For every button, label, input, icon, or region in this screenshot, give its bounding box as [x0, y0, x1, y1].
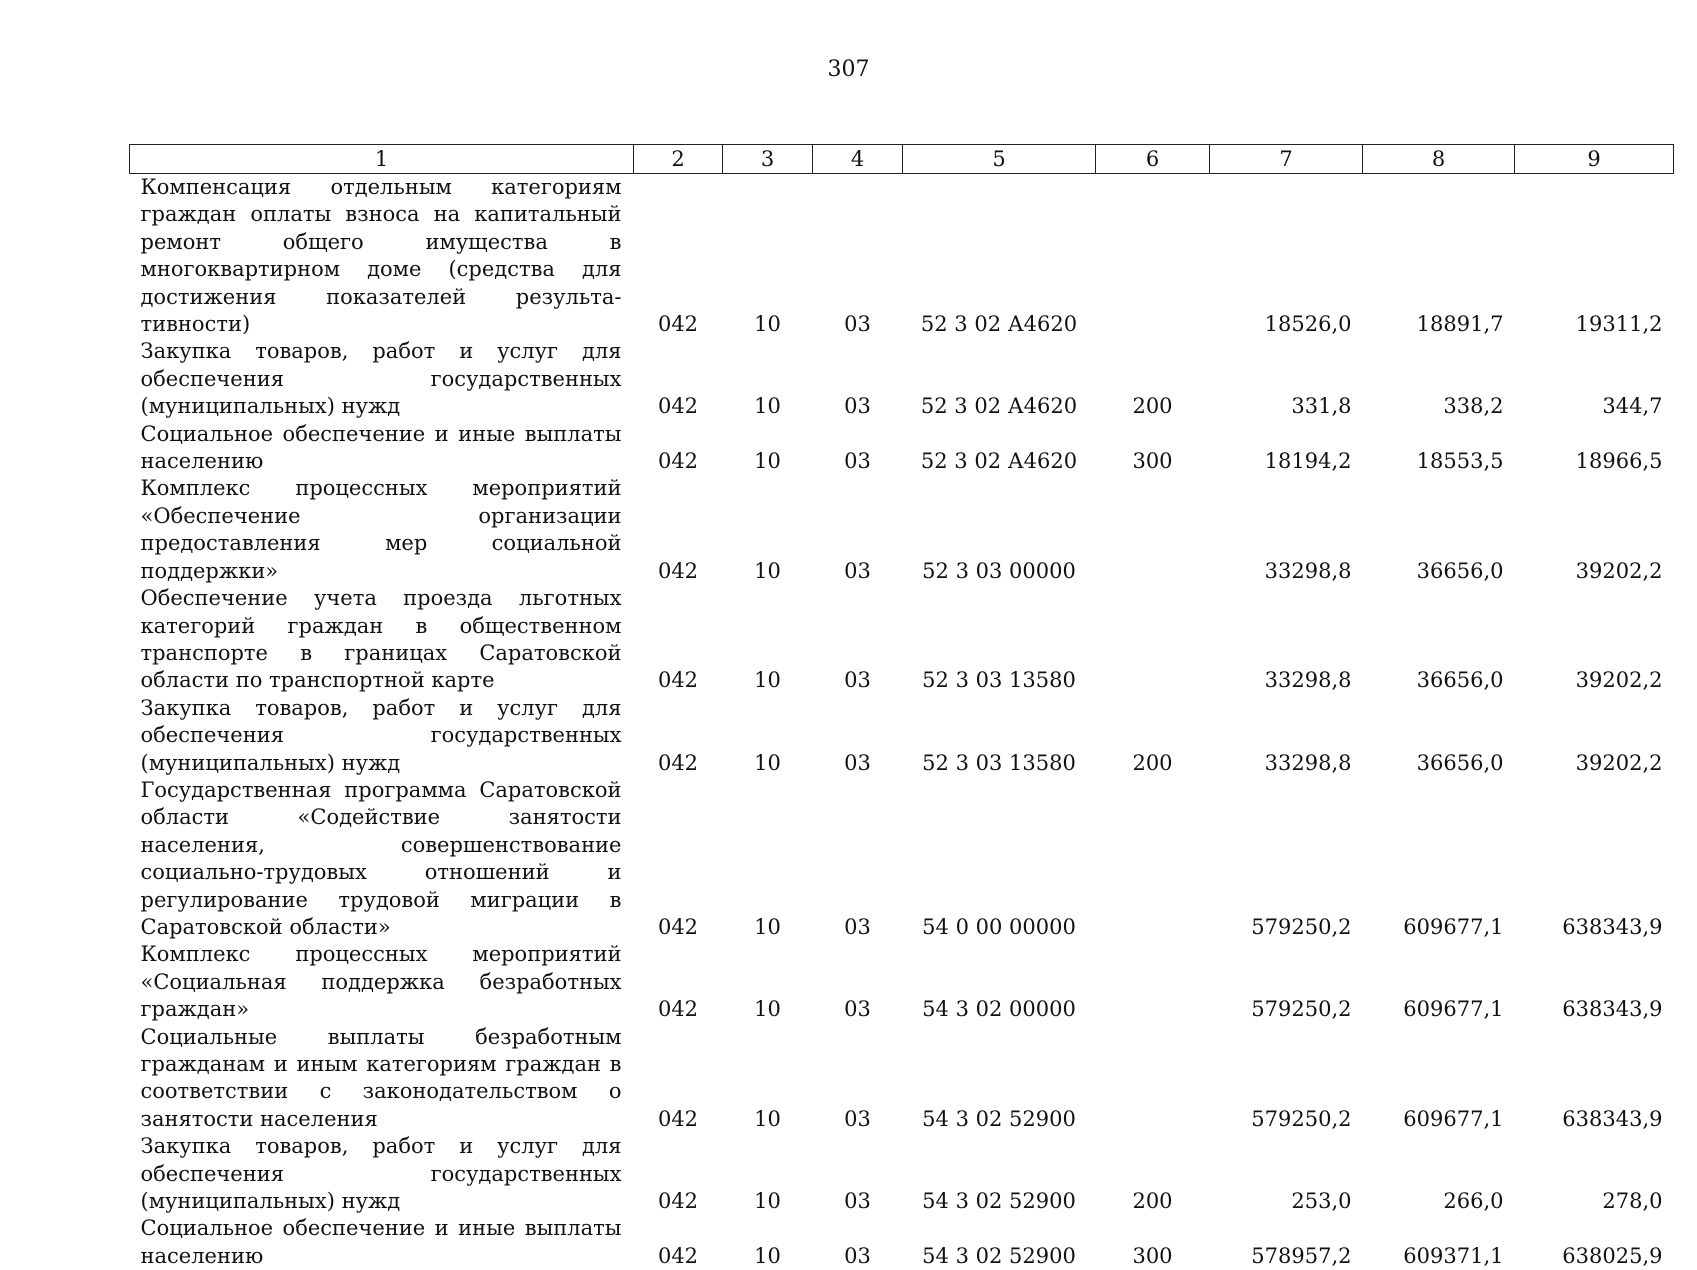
row-expense-type	[1096, 1024, 1210, 1134]
table-row	[130, 777, 1674, 941]
row-section-code: 10	[723, 421, 813, 476]
row-amount-year-2: 609677,1	[1363, 941, 1515, 1023]
row-subsection-code: 03	[813, 421, 903, 476]
table-body	[130, 174, 1674, 1270]
row-amount-year-1: 33298,8	[1210, 695, 1363, 777]
table-row	[130, 174, 1674, 339]
table-row	[130, 421, 1674, 476]
row-section-code: 10	[723, 174, 813, 339]
row-amount-year-3: 18966,5	[1515, 421, 1674, 476]
row-subsection-code: 03	[813, 338, 903, 420]
row-amount-year-3: 638025,9	[1515, 1215, 1674, 1270]
row-amount-year-2: 36656,0	[1363, 475, 1515, 585]
table-row	[130, 585, 1674, 695]
row-section-code: 10	[723, 695, 813, 777]
header-col-4: 4	[813, 145, 903, 174]
row-amount-year-3: 39202,2	[1515, 695, 1674, 777]
row-ministry-code: 042	[634, 475, 723, 585]
row-expense-type: 300	[1096, 421, 1210, 476]
table-row	[130, 475, 1674, 585]
row-expense-type: 200	[1096, 338, 1210, 420]
row-expense-type: 200	[1096, 695, 1210, 777]
header-col-7: 7	[1210, 145, 1363, 174]
header-col-6: 6	[1096, 145, 1210, 174]
row-amount-year-2: 266,0	[1363, 1133, 1515, 1215]
row-amount-year-2: 609677,1	[1363, 777, 1515, 941]
header-col-3: 3	[723, 145, 813, 174]
row-section-code: 10	[723, 1024, 813, 1134]
budget-table	[129, 144, 1674, 1270]
header-col-9: 9	[1515, 145, 1674, 174]
row-target-article: 52 3 02 А4620	[903, 338, 1096, 420]
row-name: Комплекс процессных мероприятий «Обеспечение организации предоставления мер социальной поддержки»	[130, 475, 634, 585]
row-ministry-code: 042	[634, 421, 723, 476]
table-row	[130, 1133, 1674, 1215]
table-row	[130, 1024, 1674, 1134]
header-col-2: 2	[634, 145, 723, 174]
row-expense-type: 200	[1096, 1133, 1210, 1215]
table-row	[130, 1215, 1674, 1270]
row-amount-year-1: 253,0	[1210, 1133, 1363, 1215]
row-amount-year-3: 638343,9	[1515, 777, 1674, 941]
row-target-article: 52 3 03 00000	[903, 475, 1096, 585]
row-amount-year-3: 39202,2	[1515, 475, 1674, 585]
row-section-code: 10	[723, 338, 813, 420]
row-amount-year-2: 36656,0	[1363, 585, 1515, 695]
row-expense-type	[1096, 174, 1210, 339]
row-ministry-code: 042	[634, 941, 723, 1023]
row-name: Закупка товаров, работ и услуг для обеспечения государственных (муниципальных) нужд	[130, 1133, 634, 1215]
row-amount-year-1: 578957,2	[1210, 1215, 1363, 1270]
row-subsection-code: 03	[813, 941, 903, 1023]
row-ministry-code: 042	[634, 585, 723, 695]
header-row	[130, 145, 1674, 174]
row-ministry-code: 042	[634, 1215, 723, 1270]
row-subsection-code: 03	[813, 1024, 903, 1134]
row-amount-year-1: 33298,8	[1210, 475, 1363, 585]
row-amount-year-3: 39202,2	[1515, 585, 1674, 695]
row-target-article: 54 3 02 52900	[903, 1133, 1096, 1215]
row-subsection-code: 03	[813, 777, 903, 941]
row-ministry-code: 042	[634, 174, 723, 339]
row-amount-year-3: 638343,9	[1515, 1024, 1674, 1134]
row-amount-year-2: 36656,0	[1363, 695, 1515, 777]
row-amount-year-1: 579250,2	[1210, 941, 1363, 1023]
row-amount-year-2: 609371,1	[1363, 1215, 1515, 1270]
row-amount-year-3: 344,7	[1515, 338, 1674, 420]
row-subsection-code: 03	[813, 1215, 903, 1270]
row-subsection-code: 03	[813, 585, 903, 695]
row-target-article: 54 0 00 00000	[903, 777, 1096, 941]
row-section-code: 10	[723, 777, 813, 941]
row-target-article: 52 3 02 А4620	[903, 421, 1096, 476]
header-col-8: 8	[1363, 145, 1515, 174]
row-subsection-code: 03	[813, 475, 903, 585]
row-name: Компенсация отдельным категориям граждан оплаты взноса на капитальный ремонт общего имущества в многоквартирном доме (средства для достижения показателей результативности)	[130, 174, 634, 339]
table-row	[130, 338, 1674, 420]
row-ministry-code: 042	[634, 777, 723, 941]
row-target-article: 52 3 03 13580	[903, 585, 1096, 695]
row-section-code: 10	[723, 1215, 813, 1270]
page-number: 307	[0, 56, 1697, 84]
table-row	[130, 941, 1674, 1023]
row-name: Социальное обеспечение и иные выплаты населению	[130, 1215, 634, 1270]
row-subsection-code: 03	[813, 174, 903, 339]
row-amount-year-1: 33298,8	[1210, 585, 1363, 695]
row-section-code: 10	[723, 475, 813, 585]
row-target-article: 52 3 02 А4620	[903, 174, 1096, 339]
header-col-5: 5	[903, 145, 1096, 174]
row-subsection-code: 03	[813, 695, 903, 777]
row-name: Комплекс процессных мероприятий «Социальная поддержка безработных граждан»	[130, 941, 634, 1023]
row-ministry-code: 042	[634, 338, 723, 420]
table-row	[130, 695, 1674, 777]
row-amount-year-3: 278,0	[1515, 1133, 1674, 1215]
row-section-code: 10	[723, 941, 813, 1023]
row-name: Государственная программа Саратовской области «Содействие занятости населения, совершенствование социально-трудовых отношений и регулирование трудовой миграции в Саратовской области»	[130, 777, 634, 941]
row-amount-year-2: 18553,5	[1363, 421, 1515, 476]
row-name: Закупка товаров, работ и услуг для обеспечения государственных (муниципальных) нужд	[130, 695, 634, 777]
row-subsection-code: 03	[813, 1133, 903, 1215]
row-name: Обеспечение учета проезда льготных категорий граждан в общественном транспорте в границах Саратовской области по транспортной карте	[130, 585, 634, 695]
row-target-article: 52 3 03 13580	[903, 695, 1096, 777]
row-name: Социальные выплаты безработным гражданам и иным категориям граждан в соответствии с законодательством о занятости населения	[130, 1024, 634, 1134]
row-amount-year-1: 579250,2	[1210, 777, 1363, 941]
row-expense-type	[1096, 777, 1210, 941]
table-header	[130, 145, 1674, 174]
row-expense-type: 300	[1096, 1215, 1210, 1270]
row-amount-year-3: 19311,2	[1515, 174, 1674, 339]
row-amount-year-2: 609677,1	[1363, 1024, 1515, 1134]
row-amount-year-2: 338,2	[1363, 338, 1515, 420]
row-target-article: 54 3 02 52900	[903, 1215, 1096, 1270]
row-target-article: 54 3 02 00000	[903, 941, 1096, 1023]
row-amount-year-1: 18526,0	[1210, 174, 1363, 339]
row-amount-year-1: 579250,2	[1210, 1024, 1363, 1134]
row-ministry-code: 042	[634, 695, 723, 777]
row-expense-type	[1096, 941, 1210, 1023]
row-expense-type	[1096, 475, 1210, 585]
row-amount-year-1: 18194,2	[1210, 421, 1363, 476]
row-amount-year-3: 638343,9	[1515, 941, 1674, 1023]
row-section-code: 10	[723, 585, 813, 695]
row-expense-type	[1096, 585, 1210, 695]
row-amount-year-2: 18891,7	[1363, 174, 1515, 339]
row-name: Социальное обеспечение и иные выплаты населению	[130, 421, 634, 476]
header-col-1: 1	[130, 145, 634, 174]
row-target-article: 54 3 02 52900	[903, 1024, 1096, 1134]
row-ministry-code: 042	[634, 1133, 723, 1215]
row-section-code: 10	[723, 1133, 813, 1215]
row-name: Закупка товаров, работ и услуг для обеспечения государственных (муниципальных) нужд	[130, 338, 634, 420]
row-amount-year-1: 331,8	[1210, 338, 1363, 420]
row-ministry-code: 042	[634, 1024, 723, 1134]
